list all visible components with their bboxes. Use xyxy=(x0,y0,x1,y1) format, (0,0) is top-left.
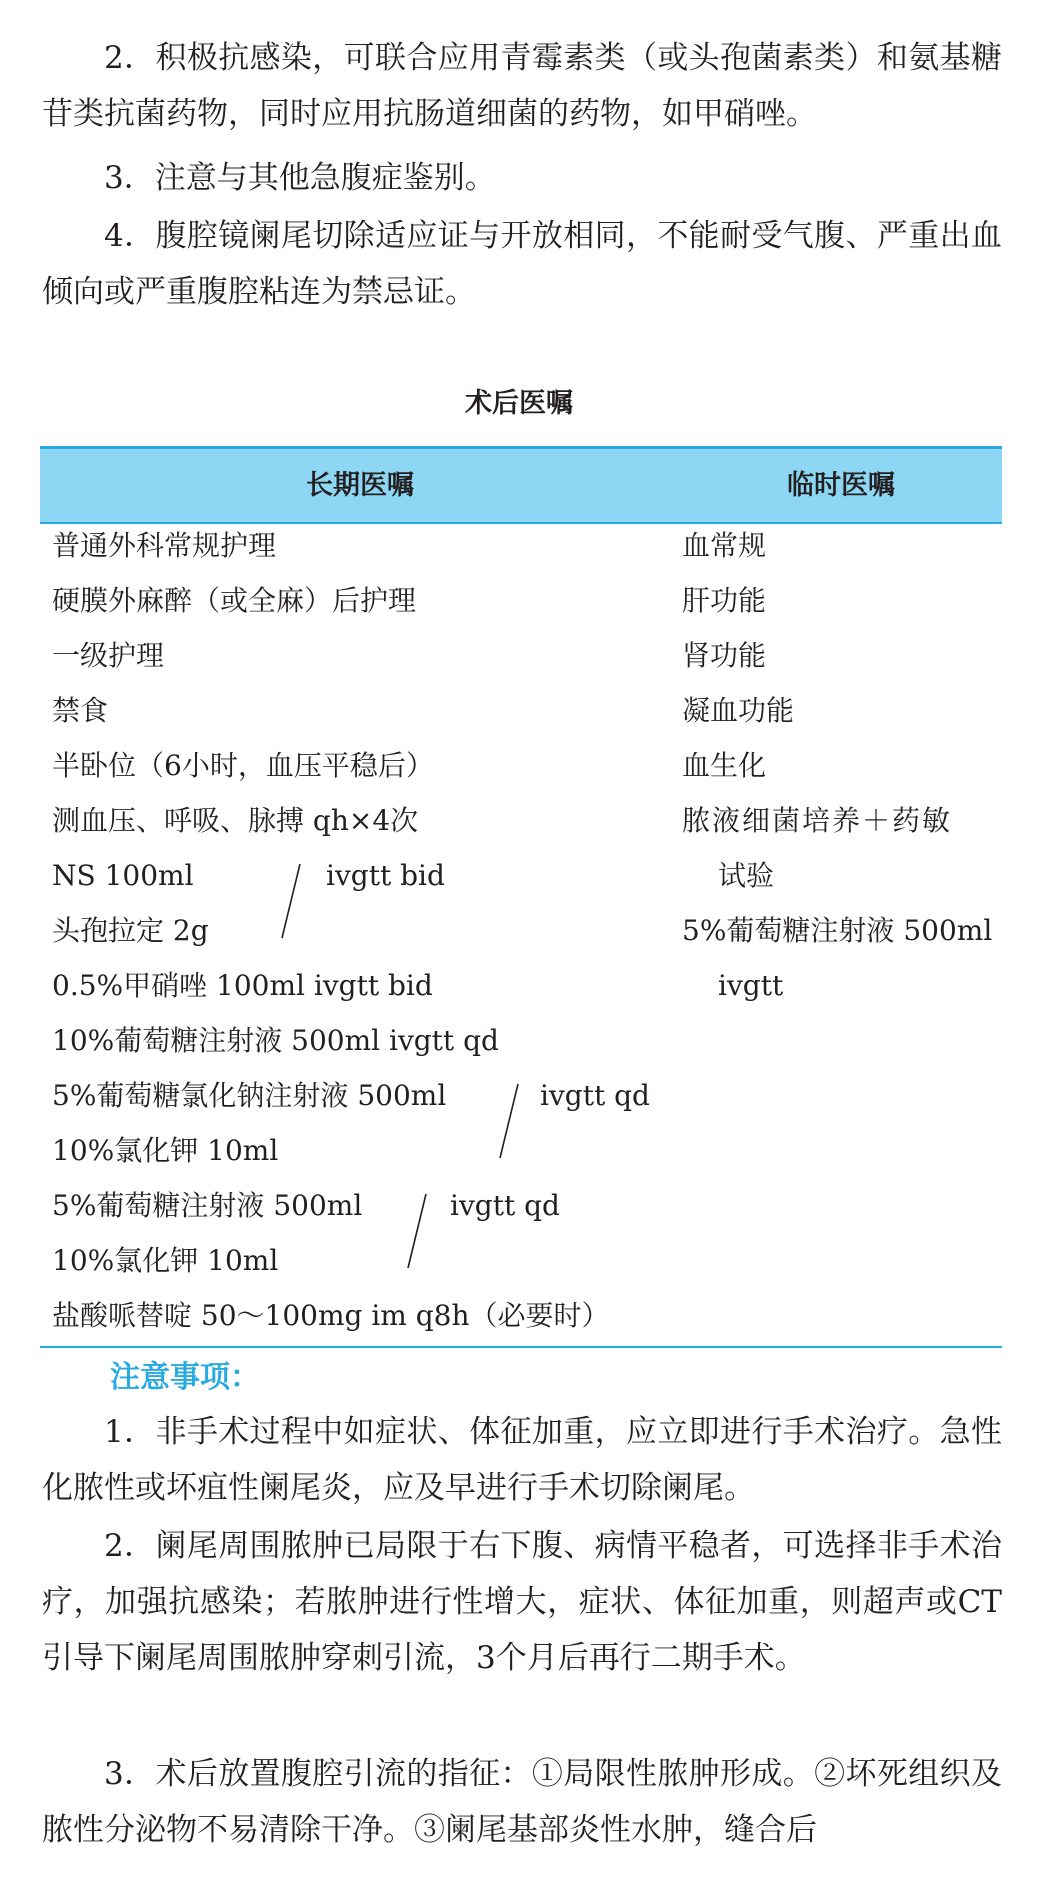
long-term-order: 5%葡萄糖氯化钠注射液 500ml xyxy=(52,1079,447,1112)
long-term-order: 10%氯化钾 10ml xyxy=(52,1134,279,1167)
long-term-order: 半卧位（6小时，血压平稳后） xyxy=(52,749,434,782)
temporary-order: 凝血功能 xyxy=(682,694,795,727)
notes-title: 注意事项： xyxy=(110,1360,260,1395)
long-term-order: 禁食 xyxy=(52,694,109,727)
temporary-order: 血生化 xyxy=(682,749,767,782)
header-temporary: 临时医嘱 xyxy=(787,470,895,501)
header-long-term: 长期医嘱 xyxy=(306,470,414,501)
temporary-order-continued: 试验 xyxy=(718,859,775,892)
long-term-order: NS 100ml xyxy=(52,859,194,892)
table-bottom-rule xyxy=(40,1346,1002,1348)
long-term-order: 一级护理 xyxy=(52,639,165,672)
table-title: 术后医嘱 xyxy=(465,388,573,419)
long-term-order: 5%葡萄糖注射液 500ml xyxy=(52,1189,363,1222)
long-term-order: 测血压、呼吸、脉搏 qh×4次 xyxy=(52,804,419,837)
long-term-order: 10%氯化钾 10ml xyxy=(52,1244,279,1277)
paragraph-3: 3．注意与其他急腹症鉴别。 xyxy=(104,160,496,196)
table-header xyxy=(40,446,1002,524)
group-slash-3 xyxy=(396,1190,436,1272)
temporary-order: 肝功能 xyxy=(682,584,767,617)
temporary-order: 血常规 xyxy=(682,529,767,562)
long-term-order: 0.5%甲硝唑 100ml ivgtt bid xyxy=(52,969,433,1002)
long-term-order: 普通外科常规护理 xyxy=(52,529,277,562)
group-label-3: ivgtt qd xyxy=(450,1189,560,1222)
group-slash-1 xyxy=(270,860,310,942)
temporary-order-continued: ivgtt xyxy=(718,969,784,1002)
temporary-order: 肾功能 xyxy=(682,639,767,672)
note-paragraph-3: 3．术后放置腹腔引流的指征：①局限性脓肿形成。②坏死组织及脓性分泌物不易清除干净。③阑尾基部炎性水肿，缝合后 xyxy=(42,1756,1002,1848)
paragraph-2: 2．积极抗感染，可联合应用青霉素类（或头孢菌素类）和氨基糖苷类抗菌药物，同时应用抗肠道细菌的药物，如甲硝唑。 xyxy=(42,40,1002,132)
temporary-order: 脓液细菌培养＋药敏 xyxy=(682,804,953,837)
note-paragraph-1: 1．非手术过程中如症状、体征加重，应立即进行手术治疗。急性化脓性或坏疽性阑尾炎，应及早进行手术切除阑尾。 xyxy=(42,1414,1002,1506)
group-slash-2 xyxy=(488,1080,528,1162)
temporary-order: 5%葡萄糖注射液 500ml xyxy=(682,914,993,947)
note-paragraph-2: 2．阑尾周围脓肿已局限于右下腹、病情平稳者，可选择非手术治疗，加强抗感染；若脓肿进行性增大，症状、体征加重，则超声或CT引导下阑尾周围脓肿穿刺引流，3个月后再行二期手术。 xyxy=(42,1528,1002,1676)
long-term-order: 盐酸哌替啶 50～100mg im q8h（必要时） xyxy=(52,1299,610,1332)
paragraph-4: 4．腹腔镜阑尾切除适应证与开放相同，不能耐受气腹、严重出血倾向或严重腹腔粘连为禁忌证。 xyxy=(42,218,1002,310)
long-term-order: 头孢拉定 2g xyxy=(52,914,209,947)
long-term-order: 硬膜外麻醉（或全麻）后护理 xyxy=(52,584,417,617)
long-term-order: 10%葡萄糖注射液 500ml ivgtt qd xyxy=(52,1024,499,1057)
group-label-2: ivgtt qd xyxy=(540,1079,650,1112)
group-label-1: ivgtt bid xyxy=(326,859,445,892)
